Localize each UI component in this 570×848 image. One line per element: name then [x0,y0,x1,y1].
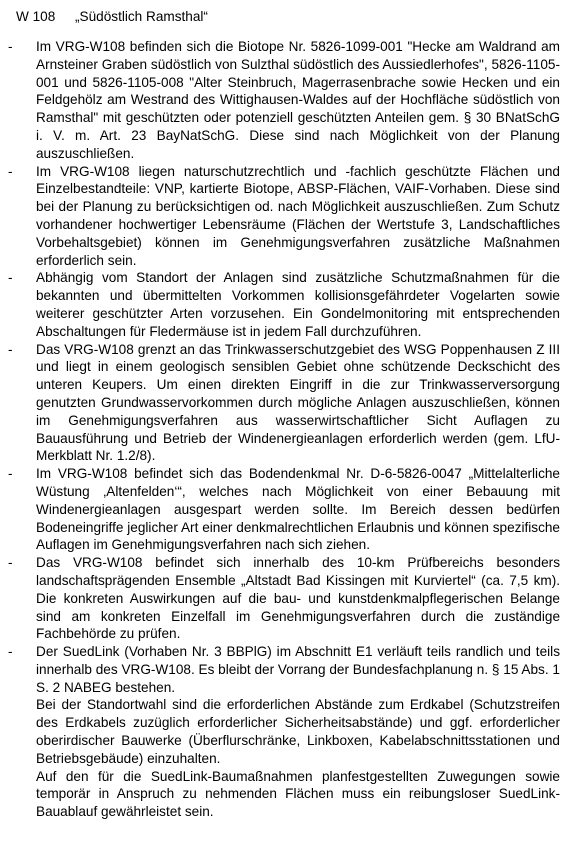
list-item-text [36,269,562,340]
paragraph: Auf den für die SuedLink-Baumaßnahmen planfestgestellten Zuwegungen sowie temporär in Anspruch zu nehmenden Flächen muss ein reibungsloser SuedLink-Bauablauf gewährleistet sein. [36,768,560,820]
list-item [8,269,562,340]
paragraph: Abhängig vom Standort der Anlagen sind zusätzliche Schutzmaßnahmen für die bekannten und übermittelten Vorkommen kollisionsgefährdeter Vogelarten sowie weiterer geschützter Arten vorzusehen. Ein Gondelmonitoring mit entsprechenden Abschaltungen für Fledermäuse ist in jedem Fall durchzuführen. [36,270,560,339]
paragraph: Das VRG-W108 grenzt an das Trinkwasserschutzgebiet des WSG Poppenhausen Z III und liegt in einem geologisch sensiblen Gebiet ohne schützende Deckschicht des unteren Keupers. Um einen direkten Eingriff in die zur Trinkwasserversorgung genutzten Grundwasservorkommen durch mögliche Anlagen auszuschließen, können im Genehmigungsverfahren aus wasserwirtschaftlicher Sicht Auflagen zu Bauausführung und Betrieb der Windenergieanlagen erforderlich werden (gem. LfU- Merkblatt Nr. 1.2/8). [36,341,560,464]
paragraph: Der SuedLink (Vorhaben Nr. 3 BBPlG) im Abschnitt E1 verläuft teils randlich und teils innerhalb des VRG-W108. Es bleibt der Vorrang der Bundesfachplanung n. § 15 Abs. 1 S. 2 NABEG bestehen. [36,644,560,695]
paragraph: Im VRG-W108 liegen naturschutzrechtlich und -fachlich geschützte Flächen und Einzelbestandteile: VNP, kartierte Biotope, ABSP-Flächen, VAIF-Vorhaben. Diese sind bei der Planung zu berücksichtigen od. nach Möglichkeit auszuschließen. Zum Schutz vorhandener hochwertiger Lebensräume (Flächen der Wertstufe 3, Landschaftliches Vorbehaltsgebiet) können im Genehmigungsverfahren zusätzliche Maßnahmen erforderlich sein. [36,163,560,268]
paragraph: Im VRG-W108 befindet sich das Bodendenkmal Nr. D-6-5826-0047 „Mittelalterliche Wüstung ‚Altenfelden‘“, welches nach Möglichkeit von einer Bebauung mit Windenergieanlagen ausgespart werden sollte. Im Bereich dessen bedürfen Bodeneingriffe jeglicher Art einer denkmalrechtlichen Erlaubnis und können spezifische Auflagen im Genehmigungsverfahren nach sich ziehen. [36,466,560,553]
list-item-text [36,38,562,163]
list-item-text [36,554,562,643]
bullet-dash: - [8,270,13,286]
paragraph: Im VRG-W108 befinden sich die Biotope Nr. 5826-1099-001 "Hecke am Waldrand am Arnsteiner Graben südöstlich von Sulzthal südöstlich des Aussiedlerhofes", 5826-1105-001 und 5826-1105-008 "Alter Steinbruch, Magerrasenbrache sowie Hecken und ein Feldgehölz am Westrand des Wittighausen-Waldes auf der Hochfläche südöstlich von Ramsthal" mit geschützten oder potenziell geschützten Anteilen gem. § 30 BNatSchG i. V. m. Art. 23 BayNatSchG. Diese sind nach Möglichkeit von der Planung auszuschließen. [36,39,560,161]
list-item [8,465,562,554]
section-heading [16,8,562,26]
list-item [8,163,562,270]
area-title: „Südöstlich Ramsthal“ [75,9,208,24]
list-item-text [36,163,562,270]
list-item-text [36,643,562,821]
bullet-dash: - [8,555,13,571]
list-item-text [36,465,562,554]
area-code: W 108 [16,9,56,24]
paragraph: Bei der Standortwahl sind die erforderlichen Abstände zum Erdkabel (Schutzstreifen des Erdkabels zuzüglich erforderlicher Sicherheitsabstände) und ggf. erforderlicher oberirdischer Bauwerke (Überflurschränke, Linkboxen, Kabelabschnittsstationen und Betriebsgebäude) einzuhalten. [36,697,560,766]
list-item [8,554,562,643]
bullet-dash: - [8,39,13,54]
list-item-text [36,341,562,466]
bullet-dash: - [8,644,13,660]
bullet-list [8,38,562,821]
bullet-dash: - [8,341,13,357]
list-item [8,341,562,466]
bullet-dash: - [8,163,13,179]
paragraph: Das VRG-W108 befindet sich innerhalb des 10-km Prüfbereichs besonders landschaftsprägenden Ensemble „Altstadt Bad Kissingen mit Kurviertel“ (ca. 7,5 km). Die konkreten Auswirkungen auf die bau- und kunstdenkmalpflegerischen Belange sind am konkreten Einzelfall im Genehmigungsverfahren durch die zuständige Fachbehörde zu prüfen. [36,555,560,642]
list-item [8,38,562,163]
bullet-dash: - [8,466,13,482]
list-item [8,643,562,821]
